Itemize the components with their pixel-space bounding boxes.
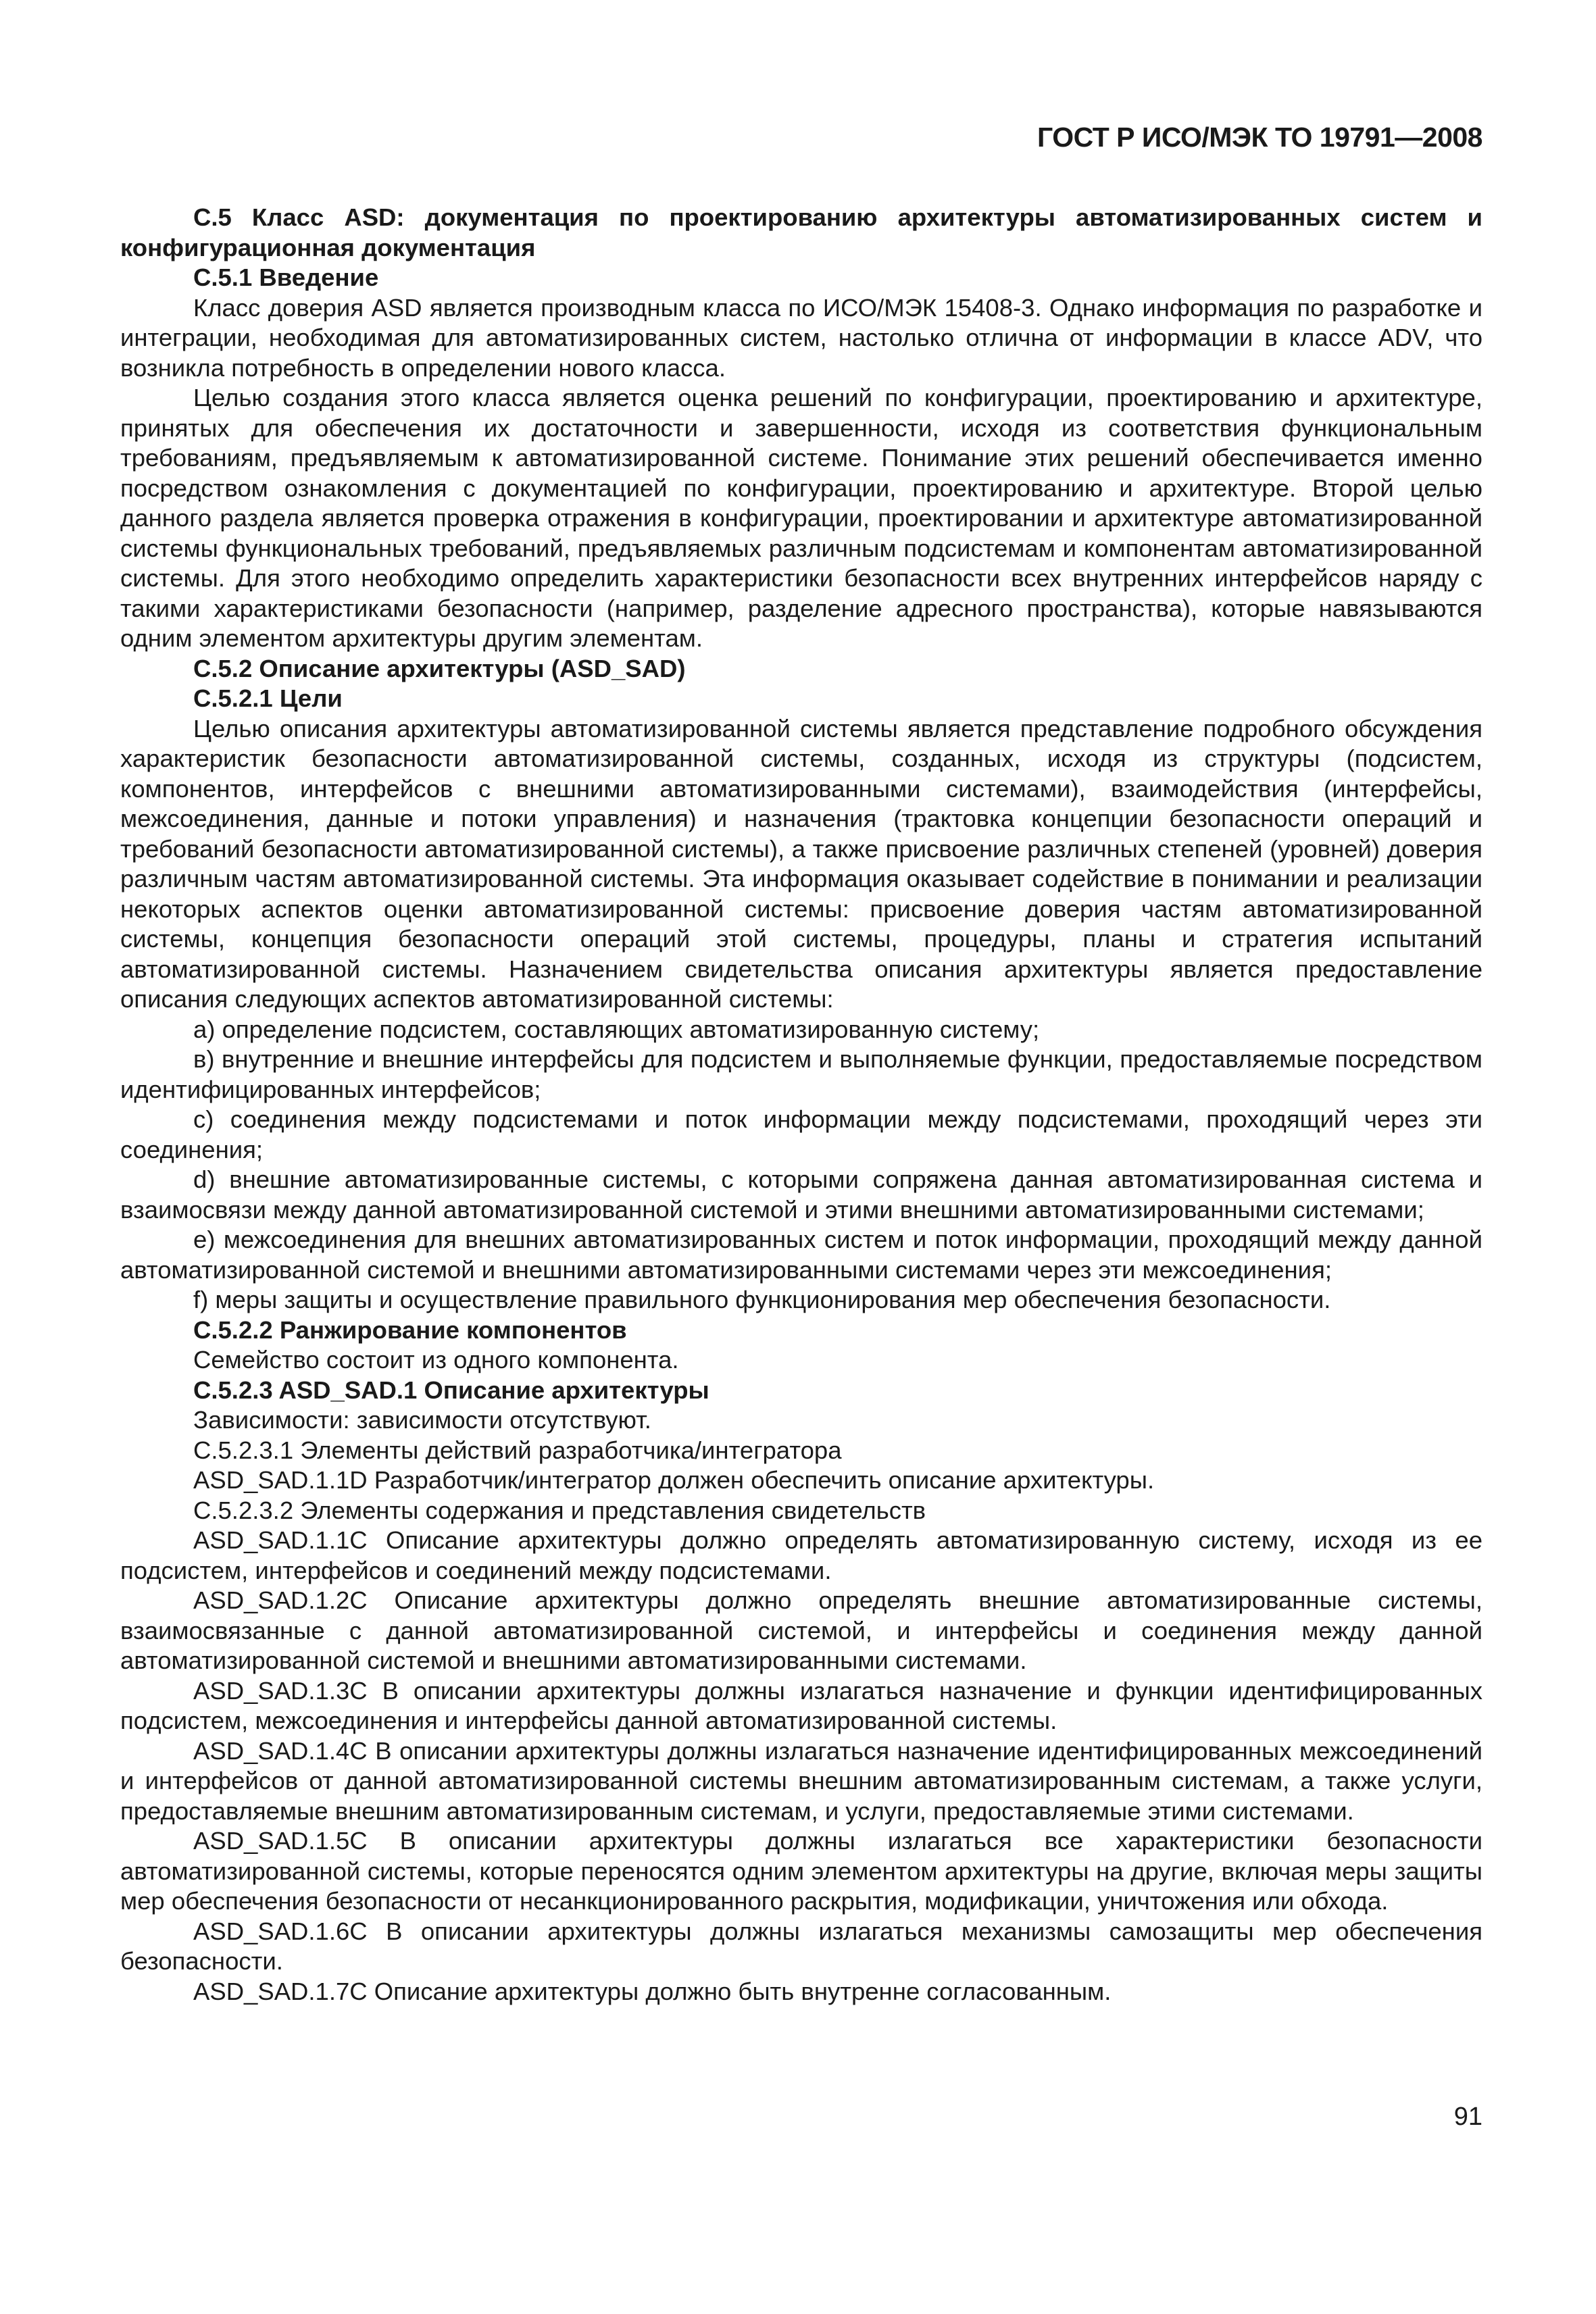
list-item: f) меры защиты и осуществление правильного функционирования мер обеспечения безопасности. [193,1286,1331,1313]
page-number: 91 [1453,2103,1482,2131]
section-heading-c5-2-1: C.5.2.1 Цели [193,684,343,712]
body-paragraph: Класс доверия ASD является производным класса по ИСО/МЭК 15408-3. Однако информация по разработке и интеграции, необходимая для автоматизированных систем, настолько отлична от информации в классе ADV, что возникла потребность в определении нового класса. [120,293,1482,382]
body-paragraph: ASD_SAD.1.7C Описание архитектуры должно быть внутренне согласованным. [193,1977,1112,2005]
body-paragraph: ASD_SAD.1.1D Разработчик/интегратор должен обеспечить описание архитектуры. [193,1466,1155,1494]
body-paragraph: ASD_SAD.1.4C В описании архитектуры должны излагаться назначение идентифицированных межсоединений и интерфейсов от данной автоматизированной системы внешним автоматизированным системам, а также услуги, предоставляемые внешним автоматизированным системам, и услуги, предоставляемые этими системами. [120,1736,1482,1825]
body-paragraph: ASD_SAD.1.3C В описании архитектуры должны излагаться назначение и функции идентифицированных подсистем, межсоединения и интерфейсы данной автоматизированной системы. [120,1676,1482,1734]
body-paragraph: Зависимости: зависимости отсутствуют. [193,1406,651,1434]
section-heading-c5-2-2: C.5.2.2 Ранжирование компонентов [193,1315,627,1344]
section-heading-c5-1: C.5.1 Введение [193,263,379,291]
body-paragraph: Семейство состоит из одного компонента. [193,1346,679,1374]
body-paragraph: Целью описания архитектуры автоматизированной системы является представление подробного обсуждения характеристик безопасности автоматизированной системы, созданных, исходя из структуры (подсистем, компонентов, интерфейсов с внешними автоматизированными системами), взаимодействия (интерфейсы, межсоединения, данные и потоки управления) и назначения (трактовка концепции безопасности операций и требований безопасности автоматизированной системы), а также присвоение различных степеней (уровней) доверия различным частям автоматизированной системы. Эта информация оказывает содействие в понимании и реализации некоторых аспектов оценки автоматизированной системы: присвоение доверия частям автоматизированной системы, концепция безопасности операций этой системы, процедуры, планы и стратегия испытаний автоматизированной системы. Назначением свидетельства описания архитектуры является предоставление описания следующих аспектов автоматизированной системы: [120,714,1482,1013]
body-paragraph: C.5.2.3.1 Элементы действий разработчика/интегратора [193,1436,842,1464]
body-paragraph: ASD_SAD.1.5C В описании архитектуры должны излагаться все характеристики безопасности автоматизированной системы, которые переносятся одним элементом архитектуры на другие, включая меры защиты мер обеспечения безопасности от несанкционированного раскрытия, модификации, уничтожения или обхода. [120,1827,1482,1915]
body-paragraph: ASD_SAD.1.6C В описании архитектуры должны излагаться механизмы самозащиты мер обеспечения безопасности. [120,1917,1482,1975]
section-heading-c5-2-3: C.5.2.3 ASD_SAD.1 Описание архитектуры [193,1376,709,1404]
list-item: а) определение подсистем, составляющих автоматизированную систему; [193,1015,1040,1043]
document-header: ГОСТ Р ИСО/МЭК ТО 19791—2008 [1037,122,1482,153]
document-body [120,203,1482,2007]
body-paragraph: C.5.2.3.2 Элементы содержания и представления свидетельств [193,1496,926,1524]
list-item: d) внешние автоматизированные системы, с которыми сопряжена данная автоматизированная система и взаимосвязи между данной автоматизированной системой и этими внешними автоматизированными системами; [120,1165,1482,1224]
list-item: в) внутренние и внешние интерфейсы для подсистем и выполняемые функции, предоставляемые посредством идентифицированных интерфейсов; [120,1045,1482,1103]
section-heading-c5: C.5 Класс ASD: документация по проектированию архитектуры автоматизированных систем и конфигурационная документация [120,203,1482,261]
section-heading-c5-2: C.5.2 Описание архитектуры (ASD_SAD) [193,654,686,682]
list-item: с) соединения между подсистемами и поток информации между подсистемами, проходящий через эти соединения; [120,1105,1482,1163]
body-paragraph: ASD_SAD.1.2C Описание архитектуры должно определять внешние автоматизированные системы, взаимосвязанные с данной автоматизированной системой, и интерфейсы и соединения между данной автоматизированной системой и внешними автоматизированными системами. [120,1586,1482,1674]
list-item: е) межсоединения для внешних автоматизированных систем и поток информации, проходящий между данной автоматизированной системой и внешними автоматизированными системами через эти межсоединения; [120,1226,1482,1284]
body-paragraph: Целью создания этого класса является оценка решений по конфигурации, проектированию и архитектуре, принятых для обеспечения их достаточности и завершенности, исходя из соответствия функциональным требованиям, предъявляемым к автоматизированной системе. Понимание этих решений обеспечивается именно посредством ознакомления с документацией по конфигурации, проектированию и архитектуре. Второй целью данного раздела является проверка отражения в конфигурации, проектировании и архитектуре автоматизированной системы функциональных требований, предъявляемых различным подсистемам и компонентам автоматизированной системы. Для этого необходимо определить характеристики безопасности всех внутренних интерфейсов наряду с такими характеристиками безопасности (например, разделение адресного пространства), которые навязываются одним элементом архитектуры другим элементам. [120,384,1482,652]
body-paragraph: ASD_SAD.1.1C Описание архитектуры должно определять автоматизированную систему, исходя из ее подсистем, интерфейсов и соединений между подсистемами. [120,1526,1482,1584]
